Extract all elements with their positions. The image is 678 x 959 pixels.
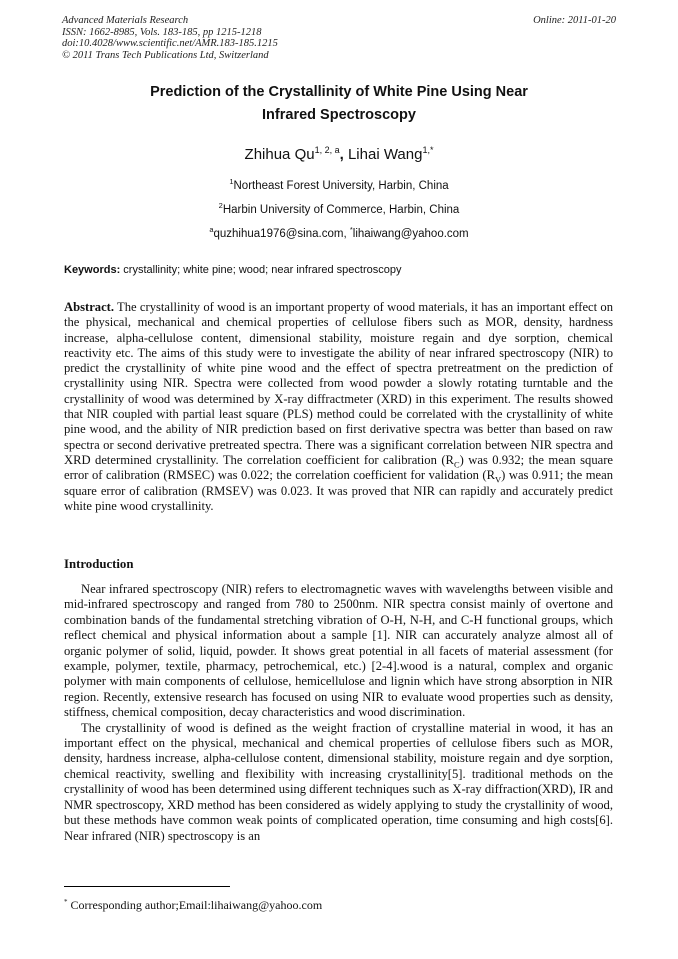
abstract (64, 300, 613, 514)
abstract-label: Abstract. (64, 300, 115, 314)
affiliation-2-mark: 2 (218, 201, 223, 210)
keywords-label: Keywords: (64, 264, 121, 276)
abstract-text-3: ) was 0.911; the mean square error of calibration (RMSEV) was 0.023. It was proved that NIR can rapidly and accurately predict white pine wood crystallinity. (64, 468, 613, 513)
paper-title (62, 81, 616, 127)
email-star-mark: * (349, 225, 353, 234)
abstract-text-1: The crystallinity of wood is an important property of wood materials, it has an important effect on the physical, mechanical and chemical properties of cellulose fibers such as MOR, density, hardness increase, alpha-cellulose content, dimensional stability, moisture regain and dye sorption, chemical reactivity etc. The aims of this study were to investigate the ability of near infrared spectroscopy (NIR) to predict the crystallinity of white pine wood and the effect of spectra pretreatment on the prediction of crystallinity using NIR. Spectra were collected from wood powder a slowly rotating turntable and the crystallinity of wood was determined by X-ray diffractmeter (XRD) in this experiment. The results showed that NIR coupled with partial least square (PLS) method could be correlated with the crystallinity of white pine wood, and the ability of NIR prediction based on first derivative spectra was better than based on raw spectra or second derivative pretreated spectra. There was a significant correlation between NIR spectra and XRD determined crystallinity. The correlation coefficient for calibration (R (64, 300, 613, 467)
title-line-2: Infrared Spectroscopy (262, 107, 416, 123)
author-separator: , (339, 146, 348, 163)
affiliation-1-mark: 1 (229, 177, 234, 186)
title-line-1: Prediction of the Crystallinity of White Pine Using Near (150, 84, 528, 100)
doi-line: doi:10.4028/www.scientific.net/AMR.183-185.1215 (62, 38, 278, 49)
email-a-mark: a (209, 225, 214, 234)
journal-header (62, 15, 616, 61)
author-1-name: Zhihua Qu (244, 146, 315, 163)
footnote (64, 895, 322, 912)
copyright-line: © 2011 Trans Tech Publications Ltd, Switzerland (62, 49, 269, 61)
affiliation-2 (62, 199, 616, 217)
author-emails (62, 223, 616, 241)
abstract-sub-v: V (495, 474, 502, 485)
abstract-sub-c: C (453, 459, 460, 470)
email-a: quzhihua1976@sina.com, (213, 227, 350, 240)
author-1-affil-mark: 1, 2, a (314, 145, 340, 155)
footnote-mark: * (64, 898, 68, 906)
affiliation-1 (62, 175, 616, 193)
affiliation-1-text: Northeast Forest University, Harbin, China (233, 179, 449, 192)
affiliation-2-text: Harbin University of Commerce, Harbin, China (222, 203, 460, 216)
online-date: Online: 2011-01-20 (533, 15, 616, 26)
abstract-text-2: ) was 0.932; the mean square error of calibration (RMSEC) was 0.022; the correlation coefficient for validation (R (64, 452, 614, 483)
keywords (64, 263, 616, 277)
introduction-paragraph-1: Near infrared spectroscopy (NIR) refers to electromagnetic waves with wavelengths between visible and mid-infrared spectroscopy and ranged from 780 to 2500nm. NIR spectra consist mainly of overtone and combination bands of the fundamental stretching vibration of O-H, N-H, and C-H functional groups, which reflect chemical and physical information about a sample [1]. NIR can accurately analyze almost all of organic polymer of solid, liquid, powder. It shows great potential in all facets of material assessment (for example, polymer, textile, pharmacy, petrochemical, etc.) [2-4].wood is a natural, complex and organic polymer with main components of cellulose, hemicellulose and lignin which have strong absorption in NIR region. Recently, extensive research has focused on using NIR to evaluate wood properties such as density, stiffness, chemical composition, decay characteristics and wood discrimination. (64, 582, 613, 720)
introduction-body (64, 582, 613, 844)
author-2-name: Lihai Wang (347, 146, 423, 163)
introduction-heading: Introduction (64, 557, 134, 571)
footnote-text: Corresponding author;Email:lihaiwang@yahoo.com (67, 898, 323, 912)
footnote-divider (64, 886, 230, 887)
introduction-paragraph-2: The crystallinity of wood is defined as the weight fraction of crystalline material in wood, it has an important effect on the physical, mechanical and chemical properties of cellulose fibers such as MOR, density, hardness increase, alpha-cellulose content, dimensional stability, moisture regain and dye sorption, chemical reactivity, swelling and flexibility with increasing crystallinity[5]. traditional methods on the crystallinity of wood has been determined using different techniques such as X-ray diffraction(XRD), IR and NMR spectroscopy, XRD method has been considered as widely applying to study the crystallinity of wood, but these methods have common weak points of complicated operation, time consuming and high costs[6]. Near infrared (NIR) spectroscopy is an (64, 720, 613, 843)
email-star: lihaiwang@yahoo.com (352, 227, 469, 240)
author-2-affil-mark: 1,* (422, 145, 434, 155)
journal-name: Advanced Materials Research (62, 15, 189, 26)
issn-line: ISSN: 1662-8985, Vols. 183-185, pp 1215-1218 (62, 26, 262, 38)
author-list (62, 140, 616, 165)
keywords-text: crystallinity; white pine; wood; near infrared spectroscopy (120, 264, 402, 276)
